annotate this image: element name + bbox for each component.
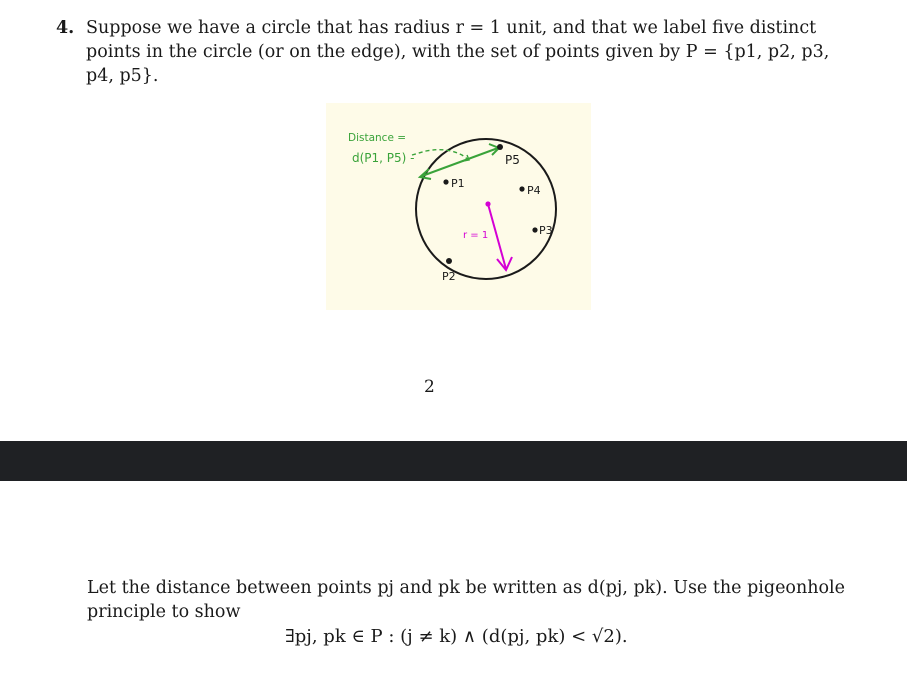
point-p2-label: P2 <box>442 270 456 283</box>
problem-statement <box>56 16 856 88</box>
point-p1-dot <box>443 179 448 184</box>
point-p4-dot <box>519 186 524 191</box>
problem-number: 4. <box>56 18 75 38</box>
radius-label: r = 1 <box>463 230 489 241</box>
point-p5-label: P5 <box>505 153 520 167</box>
unit-circle <box>416 139 556 279</box>
point-p2-dot <box>446 258 452 264</box>
instruction-paragraph: Let the distance between points pj and pk be written as d(pj, pk). Use the pigeonhole principle to show <box>87 578 845 622</box>
point-p4-label: P4 <box>527 184 541 197</box>
distance-label-line2: d(P1, P5) - <box>352 151 415 165</box>
point-p3-dot <box>532 227 537 232</box>
formula: ∃pj, pk ∈ P : (j ≠ k) ∧ (d(pj, pk) < √2). <box>285 626 628 647</box>
page-divider <box>0 441 907 481</box>
circle-diagram <box>326 103 591 310</box>
point-p1-label: P1 <box>451 177 465 190</box>
point-p3-label: P3 <box>539 224 553 237</box>
circle-figure <box>326 103 591 310</box>
distance-label-line1: Distance = <box>348 132 407 144</box>
page-number: 2 <box>424 377 435 397</box>
problem-text: Suppose we have a circle that has radius r = 1 unit, and that we label five distinct points in the circle (or on the edge), with the set of points given by P = {p1, p2, p3, p4, p5}. <box>86 18 830 86</box>
point-p5-dot <box>497 144 503 150</box>
